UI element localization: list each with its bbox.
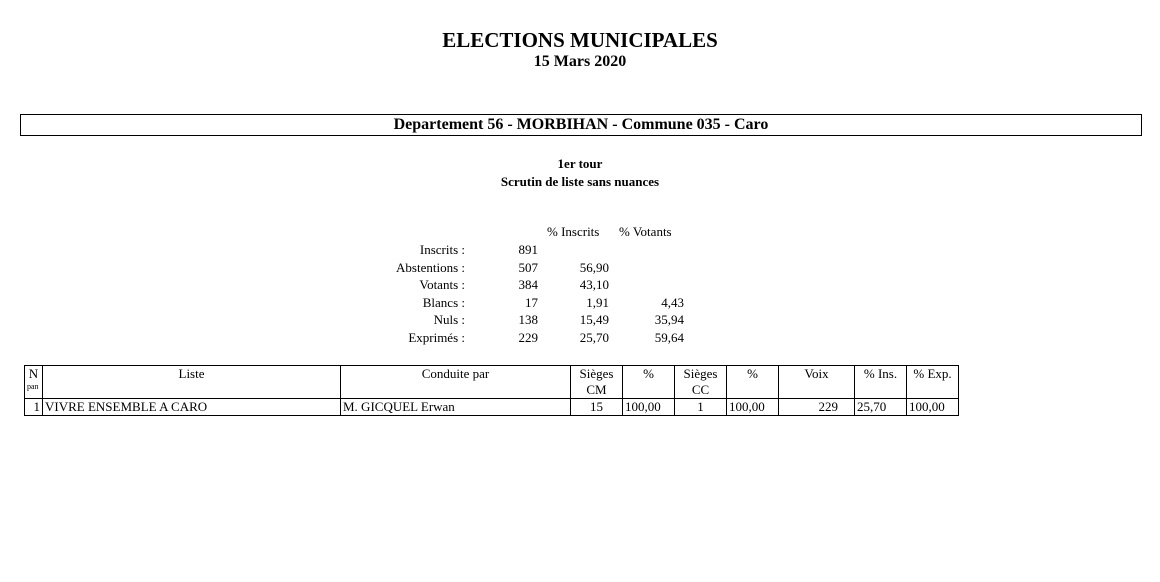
cell-pct-ins: 25,70 <box>855 399 907 416</box>
table-row <box>25 399 959 416</box>
stats-row <box>0 330 1160 348</box>
stats-row <box>0 260 1160 278</box>
table-header-row <box>25 366 959 399</box>
cell-liste: VIVRE ENSEMBLE A CARO <box>43 399 341 416</box>
stats-value: 891 <box>518 242 538 257</box>
stats-pct-inscrits: 15,49 <box>579 312 609 327</box>
col-header-pct-cc: % <box>727 366 779 399</box>
scrutin-label: Scrutin de liste sans nuances <box>500 174 660 189</box>
cell-sieges-cm: 15 <box>571 399 623 416</box>
stats-value: 229 <box>518 330 538 345</box>
page-title: ELECTIONS MUNICIPALES <box>442 28 718 52</box>
cell-pct-exp: 100,00 <box>907 399 959 416</box>
stats-value: 384 <box>518 277 538 292</box>
election-date: 15 Mars 2020 <box>533 53 627 70</box>
stats-row <box>0 312 1160 330</box>
stats-pct-votants: 35,94 <box>654 312 684 327</box>
stats-label: Exprimés : <box>408 330 465 345</box>
round-label: 1er tour <box>557 156 603 171</box>
col-header-sieges-cc: Sièges CC <box>675 366 727 399</box>
col-header-conduite: Conduite par <box>341 366 571 399</box>
stats-label: Nuls : <box>433 312 465 327</box>
stats-header-pct-inscrits: % Inscrits <box>547 224 600 239</box>
cell-n: 1 <box>25 399 43 416</box>
cell-voix: 229 <box>779 399 855 416</box>
stats-label: Votants : <box>419 277 465 292</box>
stats-label: Inscrits : <box>419 242 465 257</box>
col-header-pct-exp: % Exp. <box>907 366 959 399</box>
stats-row <box>0 242 1160 260</box>
department-banner: Departement 56 - MORBIHAN - Commune 035 - Caro <box>20 114 1142 136</box>
cell-pct-cm: 100,00 <box>623 399 675 416</box>
stats-pct-inscrits: 43,10 <box>579 277 609 292</box>
cell-pct-cc: 100,00 <box>727 399 779 416</box>
col-header-liste: Liste <box>43 366 341 399</box>
stats-value: 138 <box>518 312 538 327</box>
col-header-voix: Voix <box>779 366 855 399</box>
stats-row <box>0 295 1160 313</box>
cell-sieges-cc: 1 <box>675 399 727 416</box>
col-header-sieges-cm: Sièges CM <box>571 366 623 399</box>
col-header-pct-cm: % <box>623 366 675 399</box>
stats-header-pct-votants: % Votants <box>619 224 672 239</box>
stats-label: Blancs : <box>422 295 465 310</box>
col-header-n: N pan <box>25 366 43 399</box>
results-table <box>24 365 959 416</box>
stats-pct-votants: 59,64 <box>654 330 684 345</box>
stats-value: 507 <box>518 260 538 275</box>
stats-pct-inscrits: 56,90 <box>579 260 609 275</box>
stats-pct-votants: 4,43 <box>661 295 684 310</box>
stats-row <box>0 277 1160 295</box>
col-header-pan: pan <box>27 382 39 391</box>
stats-pct-inscrits: 1,91 <box>586 295 609 310</box>
col-header-pct-ins: % Ins. <box>855 366 907 399</box>
stats-label: Abstentions : <box>396 260 465 275</box>
stats-pct-inscrits: 25,70 <box>579 330 609 345</box>
cell-conduite: M. GICQUEL Erwan <box>341 399 571 416</box>
stats-value: 17 <box>525 295 538 310</box>
